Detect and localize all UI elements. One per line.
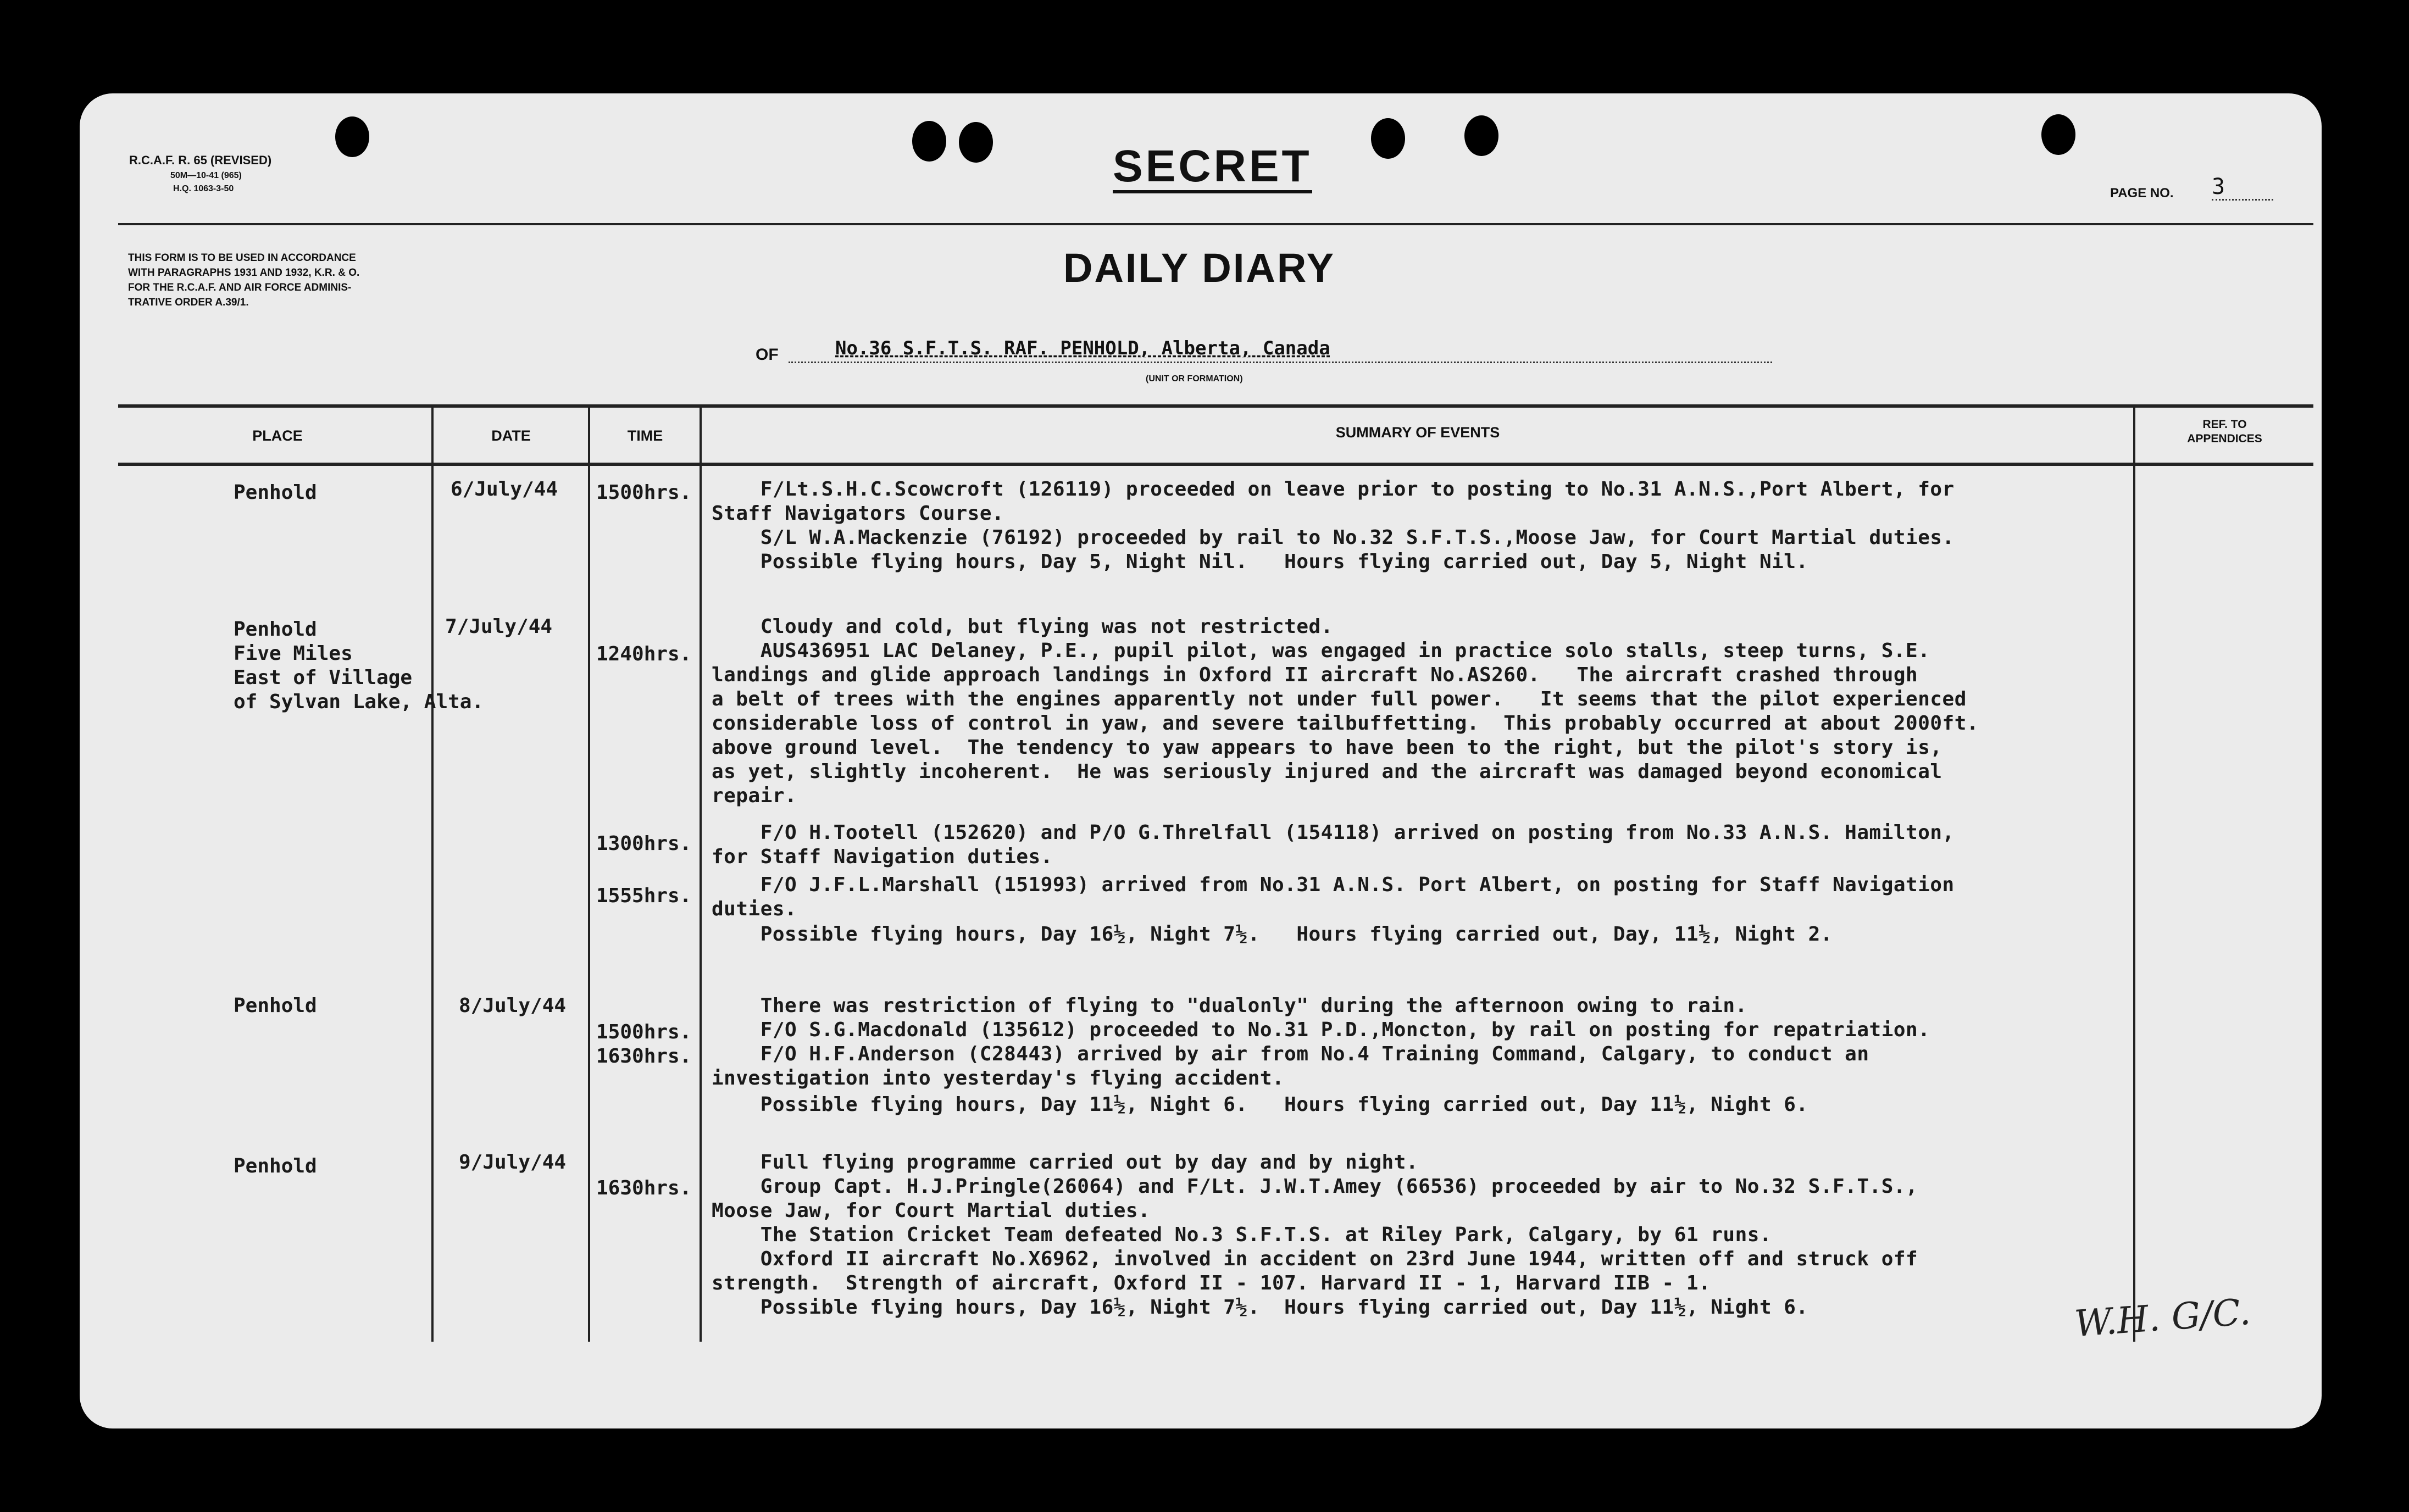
entry-place: Penhold [234,481,317,504]
punch-hole [2041,114,2075,155]
entry-date: 7/July/44 [445,615,553,638]
summary-line: The Station Cricket Team defeated No.3 S.F.T.S. at Riley Park, Calgary, by 61 runs. [712,1224,1772,1246]
form-number: R.C.A.F. R. 65 (REVISED) [129,153,272,167]
entry-place: of Sylvan Lake, Alta. [234,691,484,713]
entry-date: 6/July/44 [451,478,558,501]
appendices-line: APPENDICES [2187,432,2262,445]
unit-of-label: OF [756,346,779,364]
entry-time: 1240hrs. [596,643,692,665]
table-head-rule [118,463,2313,466]
table-top-rule [118,404,2313,408]
summary-line: S/L W.A.Mackenzie (76192) proceeded by rail to No.32 S.F.T.S.,Moose Jaw, for Court Martial duties. [712,526,1955,549]
summary-line: Staff Navigators Course. [712,502,1004,525]
unit-field [789,337,1772,363]
summary-line: Possible flying hours, Day 16½, Night 7½. Hours flying carried out, Day 11½, Night 6. [712,1296,1808,1319]
summary-line: There was restriction of flying to "dualonly" during the afternoon owing to rain. [712,994,1747,1017]
entry-date: 9/July/44 [459,1151,567,1174]
summary-line: above ground level. The tendency to yaw appears to have been to the right, but the pilot's story is, [712,736,1942,759]
punch-hole [912,121,946,162]
summary-line: investigation into yesterday's flying accident. [712,1067,1285,1089]
summary-line: Full flying programme carried out by day and by night. [712,1151,1419,1174]
summary-line: Moose Jaw, for Court Martial duties. [712,1199,1151,1222]
summary-line: Possible flying hours, Day 16½, Night 7½. Hours flying carried out, Day, 11½, Night 2. [712,923,1833,946]
summary-line: AUS436951 LAC Delaney, P.E., pupil pilot, was engaged in practice solo stalls, steep turns, S.E. [712,640,1930,662]
page-number-label: PAGE NO. [2110,186,2174,201]
summary-line: Oxford II aircraft No.X6962, involved in accident on 23rd June 1944, written off and struck off [712,1248,1918,1270]
summary-line: repair. [712,785,797,807]
summary-line: for Staff Navigation duties. [712,846,1053,868]
punch-hole [1371,118,1405,159]
column-header-appendices [2136,418,2313,446]
summary-line: a belt of trees with the engines apparently not under full power. It seems that the pilot experienced [712,688,1967,710]
entry-place: Penhold [234,994,317,1017]
summary-line: Possible flying hours, Day 5, Night Nil. Hours flying carried out, Day 5, Night Nil. [712,551,1808,573]
summary-line: Group Capt. H.J.Pringle(26064) and F/Lt. J.W.T.Amey (66536) proceeded by air to No.32 S.F.T.S., [712,1175,1918,1198]
entry-time: 1500hrs. [596,1021,692,1043]
entry-time: 1500hrs. [596,481,692,504]
appendices-line: REF. TO [2202,418,2247,431]
column-divider [431,408,434,1342]
column-divider [700,408,702,1342]
entry-time: 1630hrs. [596,1045,692,1068]
column-divider [588,408,590,1342]
print-code: 50M—10-41 (965) [170,171,242,180]
unit-name: No.36 S.F.T.S. RAF. PENHOLD, Alberta, Canada [835,337,1330,359]
entry-place: Five Miles [234,642,353,665]
page-number-value: 3 [2212,175,2273,201]
print-code: H.Q. 1063-3-50 [173,184,234,193]
column-header-time: TIME [627,427,663,444]
header-rule [118,223,2313,225]
instruction-line: THIS FORM IS TO BE USED IN ACCORDANCE [128,252,356,264]
punch-hole [1464,115,1498,156]
diary-sheet [80,93,2322,1428]
page-title: DAILY DIARY [1063,245,1335,291]
entry-date: 8/July/44 [459,994,567,1017]
punch-hole [959,122,993,163]
entry-time: 1630hrs. [596,1177,692,1199]
entry-time: 1555hrs. [596,885,692,907]
instruction-line: FOR THE R.C.A.F. AND AIR FORCE ADMINIS- [128,282,352,293]
summary-line: as yet, slightly incoherent. He was seriously injured and the aircraft was damaged beyond economical [712,760,1942,783]
summary-line: F/O S.G.Macdonald (135612) proceeded to No.31 P.D.,Moncton, by rail on posting for repatriation. [712,1019,1930,1041]
entry-time: 1300hrs. [596,832,692,855]
summary-line: duties. [712,898,797,920]
classification-stamp: SECRET [1113,143,1312,193]
entry-place: Penhold [234,1155,317,1177]
handwritten-signature: W.H. G/C. [2073,1290,2252,1346]
column-header-place: PLACE [252,427,303,444]
column-header-date: DATE [491,427,531,444]
summary-line: considerable loss of control in yaw, and severe tailbuffetting. This probably occurred at about 2000ft. [712,712,1979,735]
entry-place: East of Village [234,666,413,689]
summary-line: F/O J.F.L.Marshall (151993) arrived from No.31 A.N.S. Port Albert, on posting for Staff Navigation [712,874,1955,896]
form-instructions [128,251,359,310]
entry-place: Penhold [234,618,317,641]
summary-line: landings and glide approach landings in Oxford II aircraft No.AS260. The aircraft crashed through [712,664,1918,686]
instruction-line: WITH PARAGRAPHS 1931 AND 1932, K.R. & O. [128,267,360,279]
column-header-summary: SUMMARY OF EVENTS [1335,424,1500,441]
summary-line: Cloudy and cold, but flying was not restricted. [712,615,1333,638]
column-divider [2133,408,2135,1342]
summary-line: F/O H.Tootell (152620) and P/O G.Threlfall (154118) arrived on posting from No.33 A.N.S. Hamilton, [712,821,1955,844]
instruction-line: TRATIVE ORDER A.39/1. [128,297,249,308]
summary-line: strength. Strength of aircraft, Oxford II - 107. Harvard II - 1, Harvard IIB - 1. [712,1272,1711,1294]
punch-hole [335,116,369,157]
summary-line: F/O H.F.Anderson (C28443) arrived by air from No.4 Training Command, Calgary, to conduct an [712,1043,1869,1065]
unit-caption: (UNIT OR FORMATION) [1146,374,1243,383]
summary-line: Possible flying hours, Day 11½, Night 6. Hours flying carried out, Day 11½, Night 6. [712,1093,1808,1116]
summary-line: F/Lt.S.H.C.Scowcroft (126119) proceeded on leave prior to posting to No.31 A.N.S.,Port Albert, for [712,478,1955,501]
